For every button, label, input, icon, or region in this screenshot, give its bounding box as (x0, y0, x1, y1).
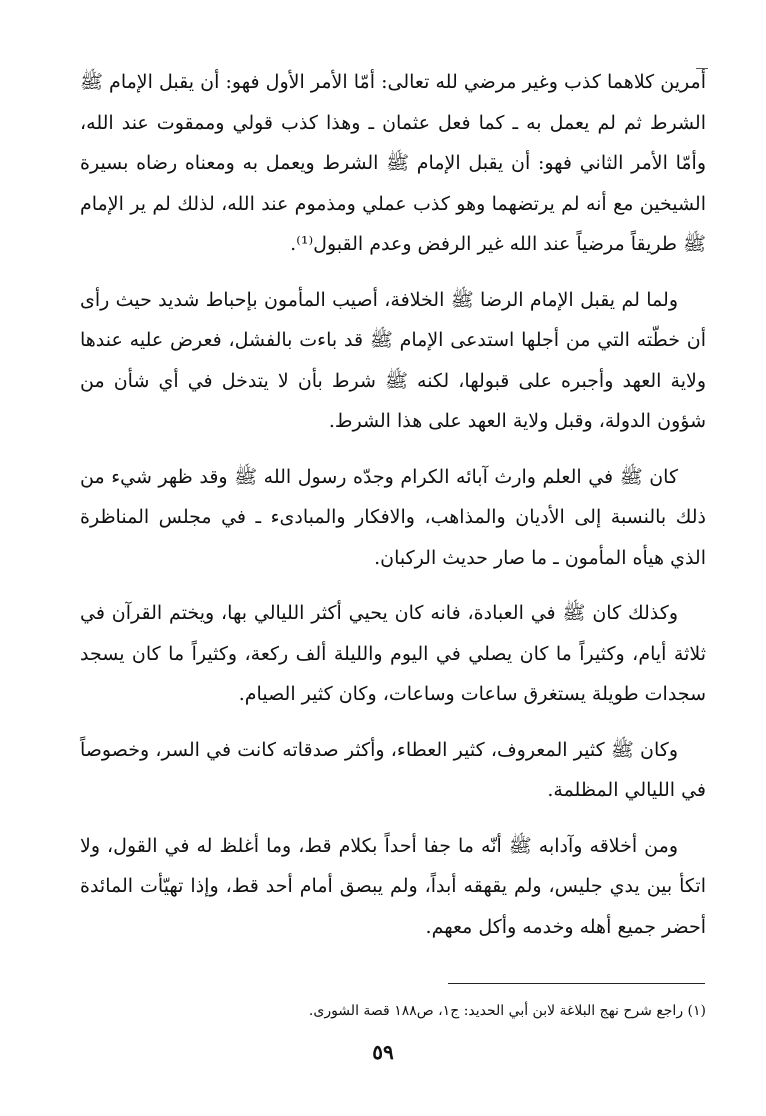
paragraph-1: أمرين كلاهما كذب وغير مرضي لله تعالى: أمّا الأمر الأول فهو: أن يقبل الإمام ﷺ الشرط ثم لم يعمل به ـ كما فعل عثمان ـ وهذا كذب قولي وممقوت عند الله، وأمّا الأمر الثاني فهو: أن يقبل الإمام ﷺ الشرط ويعمل به ومعناه رضاه بسيرة الشيخين مع أنه لم يرتضهما وهو كذب عملي ومذموم عند الله، لذلك لم ير الإمام ﷺ طريقاً مرضياً عند الله غير الرفض وعدم القبول⁽¹⁾. (80, 71, 706, 255)
paragraph-6: ومن أخلاقه وآدابه ﷺ أنّه ما جفا أحداً بكلام قط، وما أغلظ له في القول، ولا اتكأ بين يدي جليس، ولم يقهقه أبداً، ولم يبصق أمام أحد قط، وإذا تهيّأت المائدة أحضر جميع أهله وخدمه وأكل معهم. (80, 834, 706, 938)
body-text (80, 62, 706, 962)
paragraph-2: ولما لم يقبل الإمام الرضا ﷺ الخلافة، أصيب المأمون بإحباط شديد حيث رأى أن خطّته التي من أجلها استدعى الإمام ﷺ قد باءت بالفشل، فعرض عليه عندها ولاية العهد وأجبره على قبولها، لكنه ﷺ شرط بأن لا يتدخل في أي شأن من شؤون الدولة، وقبل ولاية العهد على هذا الشرط. (80, 288, 706, 432)
footnote-divider (448, 983, 705, 984)
page-number: ٥٩ (372, 1040, 394, 1064)
paragraph-5: وكان ﷺ كثير المعروف، كثير العطاء، وأكثر صدقاته كانت في السر، وخصوصاً في الليالي المظلمة. (80, 738, 706, 801)
footnote: (١) راجع شرح نهج البلاغة لابن أبي الحديد: ج١، ص١٨٨ قصة الشورى. (308, 1003, 706, 1019)
paragraph-4: وكذلك كان ﷺ في العبادة، فانه كان يحيي أكثر الليالي بها، ويختم القرآن في ثلاثة أيام، وكثيراً ما كان يصلي في اليوم والليلة ألف ركعة، وكثيراً ما كان يسجد سجدات طويلة يستغرق ساعات وساعات، وكان كثير الصيام. (80, 602, 706, 705)
paragraph-3: كان ﷺ في العلم وارث آبائه الكرام وجدّه رسول الله ﷺ وقد ظهر شيء من ذلك بالنسبة إلى الأديان والمذاهب، والافكار والمبادىء ـ في مجلس المناظرة الذي هيأه المأمون ـ ما صار حديث الركبان. (80, 465, 706, 569)
